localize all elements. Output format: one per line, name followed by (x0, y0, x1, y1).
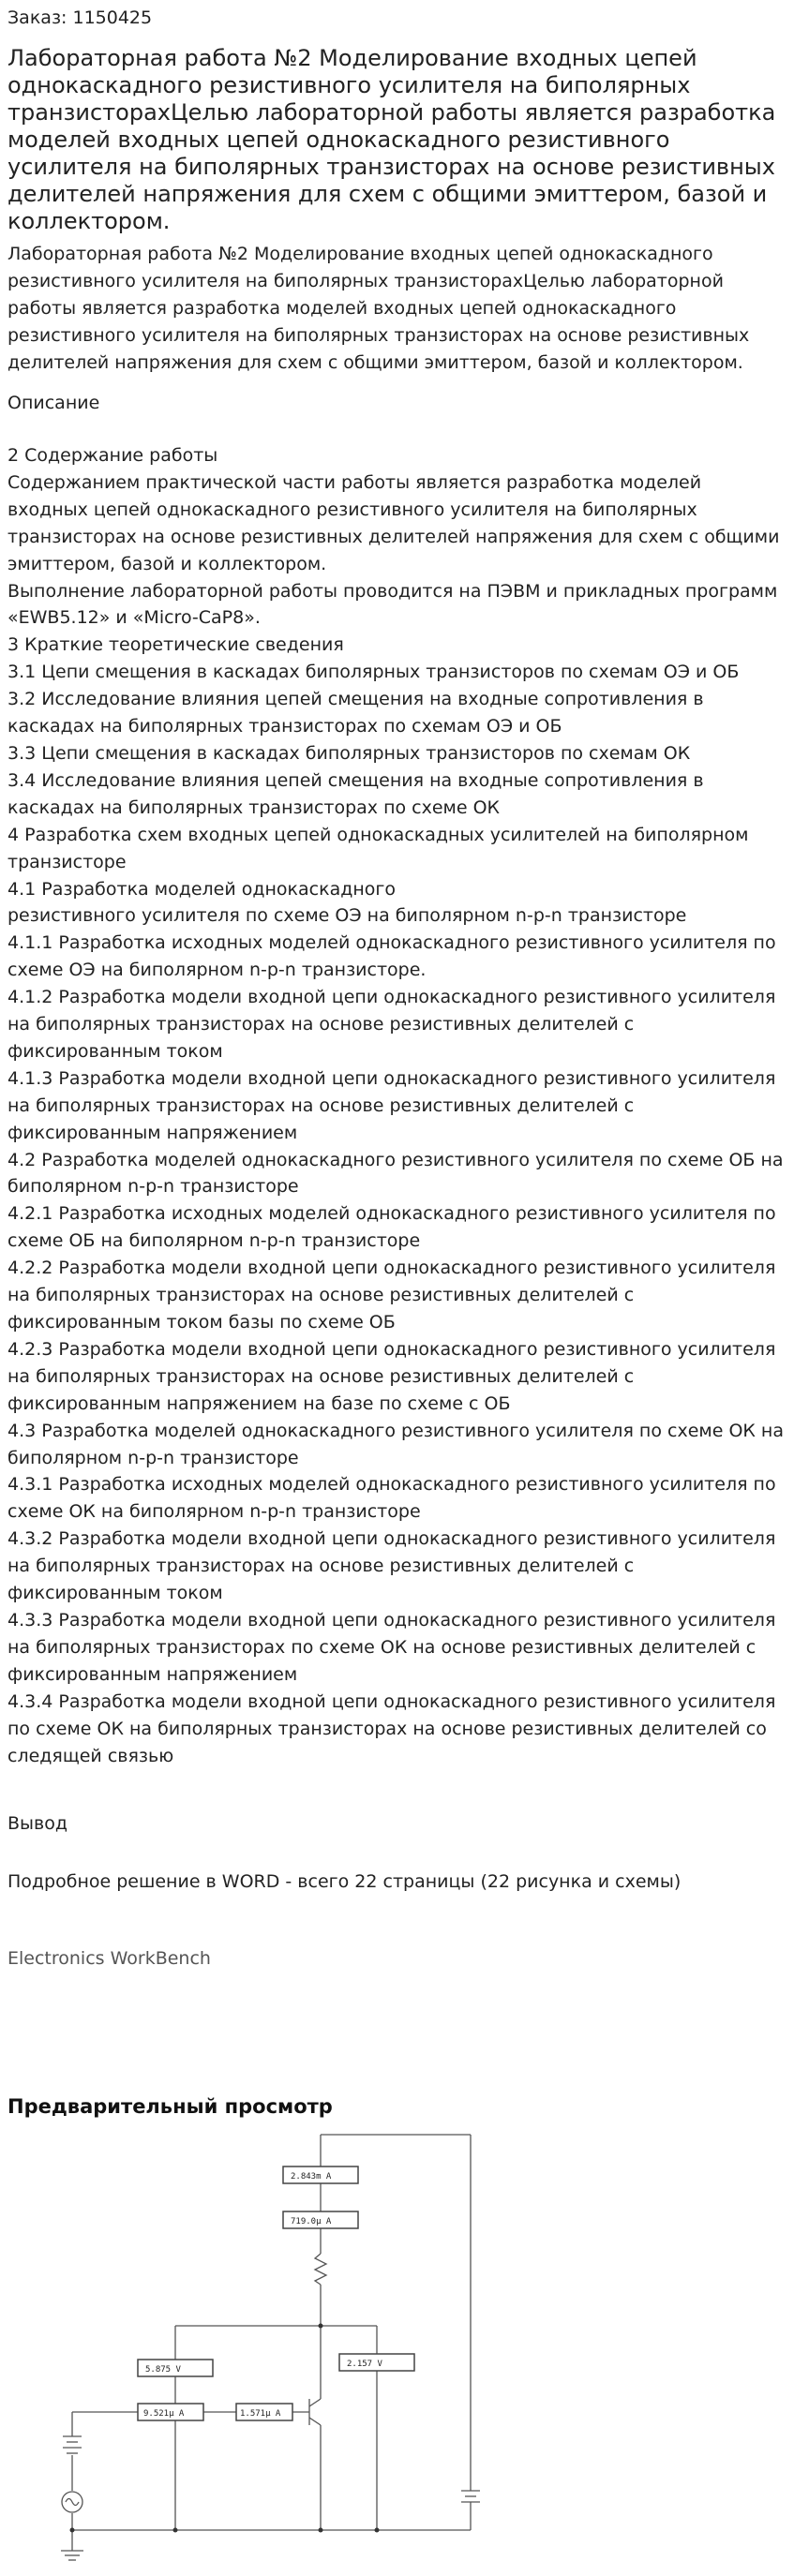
description-line: 3.1 Цепи смещения в каскадах биполярных транзисторов по схемам ОЭ и ОБ (7, 662, 740, 683)
software-tag[interactable]: Electronics WorkBench (7, 1948, 211, 1970)
description-line: 4.3.1 Разработка исходных моделей однокаскадного резистивного усилителя по схеме ОК на биполярном n-p-n транзисторе (7, 1474, 776, 1523)
description-line: 4.3.2 Разработка модели входной цепи однокаскадного резистивного усилителя на биполярных транзисторах на основе резистивных делителей с фиксированным током (7, 1528, 776, 1604)
description-line: 3.2 Исследование влияния цепей смещения на входные сопротивления в каскадах на биполярных транзисторах по схемам ОЭ и ОБ (7, 689, 704, 737)
description-line: 4.1.2 Разработка модели входной цепи однокаскадного резистивного усилителя на биполярных транзисторах на основе резистивных делителей с фиксированным током (7, 987, 776, 1062)
description-line: 4.1.1 Разработка исходных моделей однокаскадного резистивного усилителя по схеме ОЭ на биполярном n-p-n транзисторе. (7, 932, 776, 981)
page-title: Лабораторная работа №2 Моделирование входных цепей однокаскадного резистивного усилителя на биполярных транзисторахЦелью лабораторной работы является разработка моделей входных цепей однокаскадного резистивного усилителя на биполярных транзисторах на основе резистивных делителей напряжения для схем с общими эмиттером, базой и коллектором. (7, 45, 776, 234)
description-line: 4.2.3 Разработка модели входной цепи однокаскадного резистивного усилителя на биполярных транзисторах на основе резистивных делителей с фиксированным напряжением на базе по схеме с ОБ (7, 1338, 776, 1414)
word-note: Подробное решение в WORD - всего 22 страницы (22 рисунка и схемы) (7, 1871, 682, 1893)
description-line: 4.3 Разработка моделей однокаскадного резистивного усилителя по схеме ОК на биполярном n-p-n транзисторе (7, 1420, 784, 1468)
description-line: 4.2.2 Разработка модели входной цепи однокаскадного резистивного усилителя на биполярных транзисторах на основе резистивных делителей с фиксированным током базы по схеме ОБ (7, 1258, 776, 1333)
ammeter-reading: 1.571µ A (240, 2409, 281, 2419)
description-heading: Описание (7, 393, 100, 413)
description-line: 3.4 Исследование влияния цепей смещения на входные сопротивления в каскадах на биполярных транзисторах по схеме ОК (7, 769, 704, 818)
description-line: 4.1 Разработка моделей однокаскадного (7, 878, 397, 900)
preview-heading: Предварительный просмотр (7, 2095, 333, 2119)
ammeter-reading: 2.843m A (291, 2172, 332, 2181)
description-line: 4.2.1 Разработка исходных моделей однокаскадного резистивного усилителя по схеме ОБ на биполярном n-p-n транзисторе (7, 1203, 776, 1252)
description-line: 4.1.3 Разработка модели входной цепи однокаскадного резистивного усилителя на биполярных транзисторах на основе резистивных делителей с фиксированным напряжением (7, 1067, 776, 1143)
conclusion-heading: Вывод (7, 1813, 67, 1835)
document-page (7, 0, 786, 2120)
description-line: 4.2 Разработка моделей однокаскадного резистивного усилителя по схеме ОБ на биполярном n-p-n транзисторе (7, 1149, 784, 1198)
description-line: 2 Содержание работы (7, 445, 218, 466)
description-line: Содержанием практической части работы является разработка моделей входных цепей однокаскадного резистивного усилителя на биполярных транзисторах на основе резистивных делителей напряжения для схем с общими эмиттером, базой и коллектором. (7, 471, 780, 574)
lead-paragraph: Лабораторная работа №2 Моделирование входных цепей однокаскадного резистивного усилителя на биполярных транзисторахЦелью лабораторной работы является разработка моделей входных цепей однокаскадного резистивного усилителя на биполярных транзисторах на основе резистивных делителей напряжения для схем с общими эмиттером, базой и коллектором. (7, 244, 750, 373)
voltmeter-reading: 2.157 V (347, 2360, 382, 2369)
description-line: 4.3.3 Разработка модели входной цепи однокаскадного резистивного усилителя на биполярных транзисторах по схеме ОК на основе резистивных делителей с фиксированным напряжением (7, 1609, 776, 1685)
order-number: Заказ: 1150425 (7, 7, 153, 28)
circuit-schematic-preview (49, 2127, 489, 2568)
description-line: Выполнение лабораторной работы проводится на ПЭВМ и прикладных программ «EWB5.12» и «Micro-CaP8». (7, 580, 778, 629)
voltmeter-reading: 5.875 V (145, 2365, 181, 2375)
description-line: 3.3 Цепи смещения в каскадах биполярных транзисторов по схемам ОК (7, 742, 691, 764)
description-line: 3 Краткие теоретические сведения (7, 634, 344, 656)
description-line: 4 Разработка схем входных цепей однокаскадных усилителей на биполярном транзисторе (7, 824, 749, 872)
description-line: резистивного усилителя по схеме ОЭ на биполярном n-p-n транзисторе (7, 905, 687, 927)
ammeter-reading: 9.521µ A (143, 2409, 185, 2419)
ammeter-reading: 719.0µ A (291, 2217, 332, 2226)
description-body (7, 442, 786, 1769)
description-line: 4.3.4 Разработка модели входной цепи однокаскадного резистивного усилителя по схеме ОК на биполярных транзисторах на основе резистивных делителей со следящей связью (7, 1690, 776, 1766)
